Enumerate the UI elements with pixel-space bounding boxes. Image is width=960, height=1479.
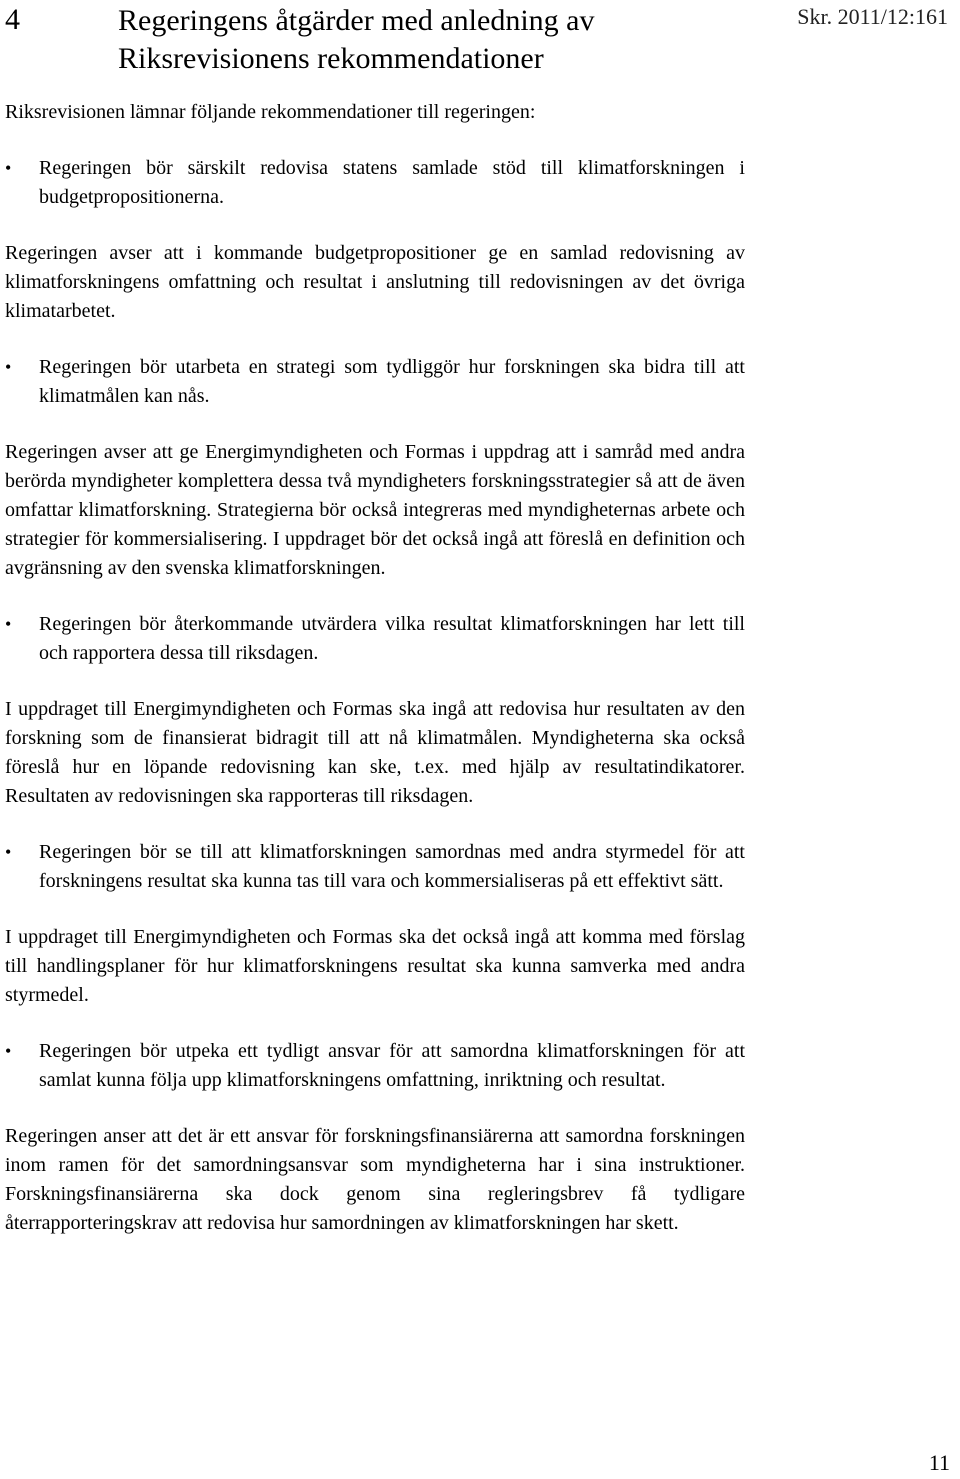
page-number: 11 xyxy=(928,1450,950,1475)
bullet-icon: • xyxy=(5,357,12,377)
response-paragraph-3: I uppdraget till Energimyndigheten och Formas ska ingå att redovisa hur resultaten av den forskning som de finansierat bidragit till att nå klimatmålen. Myndigheterna ska också föreslå hur en löpande redovisning kan ske, t.ex. med hjälp av resultatindikatorer. Resultaten av redovisningen ska rapporteras till riksdagen. xyxy=(5,698,745,807)
recommendation-text: Regeringen bör utarbeta en strategi som tydliggör hur forskningen ska bidra till att klimatmålen kan nås. xyxy=(39,356,745,407)
intro-paragraph: Riksrevisionen lämnar följande rekommendationer till regeringen: xyxy=(5,101,536,123)
bullet-icon: • xyxy=(5,842,12,862)
chapter-title: Regeringens åtgärder med anledning av Riksrevisionens rekommendationer xyxy=(118,4,595,75)
recommendation-text: Regeringen bör se till att klimatforskningen samordnas med andra styrmedel för att forskningens resultat ska kunna tas till vara och kommersialiseras på ett effektivt sätt. xyxy=(39,841,745,892)
recommendation-text: Regeringen bör särskilt redovisa statens samlade stöd till klimatforskningen i budgetpropositionerna. xyxy=(39,157,745,208)
response-paragraph-1: Regeringen avser att i kommande budgetpropositioner ge en samlad redovisning av klimatforskningens omfattning och resultat i anslutning till redovisningen av det övriga klimatarbetet. xyxy=(5,242,745,322)
response-paragraph-4: I uppdraget till Energimyndigheten och Formas ska det också ingå att komma med förslag till handlingsplaner för hur klimatforskningens resultat ska kunna samverka med andra styrmedel. xyxy=(5,926,745,1006)
recommendation-5 xyxy=(5,1037,745,1095)
bullet-icon: • xyxy=(5,158,12,178)
response-paragraph-5: Regeringen anser att det är ett ansvar för forskningsfinansiärerna att samordna forskningen inom ramen för det samordningsansvar som myndigheterna har i sina instruktioner. Forskningsfinansiärerna ska dock genom sina regleringsbrev få tydligare återrapporteringskrav att redovisa hur samordningen av klimatforskningen har skett. xyxy=(5,1125,745,1234)
document-reference: Skr. 2011/12:161 xyxy=(797,4,948,29)
bullet-icon: • xyxy=(5,614,12,634)
bullet-icon: • xyxy=(5,1041,12,1061)
recommendation-3 xyxy=(5,610,745,668)
recommendation-4 xyxy=(5,838,745,896)
response-paragraph-2: Regeringen avser att ge Energimyndigheten och Formas i uppdrag att i samråd med andra berörda myndigheter komplettera dessa två myndigheters forskningsstrategier så att de även omfattar klimatforskning. Strategierna bör också integreras med myndigheternas arbete och strategier för kommersialisering. I uppdraget bör det också ingå att föreslå en definition och avgränsning av den svenska klimatforskningen. xyxy=(5,441,745,579)
recommendation-1 xyxy=(5,154,745,212)
recommendation-2 xyxy=(5,353,745,411)
recommendation-text: Regeringen bör utpeka ett tydligt ansvar för att samordna klimatforskningen för att samlat kunna följa upp klimatforskningens omfattning, inriktning och resultat. xyxy=(39,1040,745,1091)
chapter-number: 4 xyxy=(5,3,20,36)
body-text xyxy=(5,98,745,1265)
recommendation-text: Regeringen bör återkommande utvärdera vilka resultat klimatforskningen har lett till och rapportera dessa till riksdagen. xyxy=(39,613,745,664)
